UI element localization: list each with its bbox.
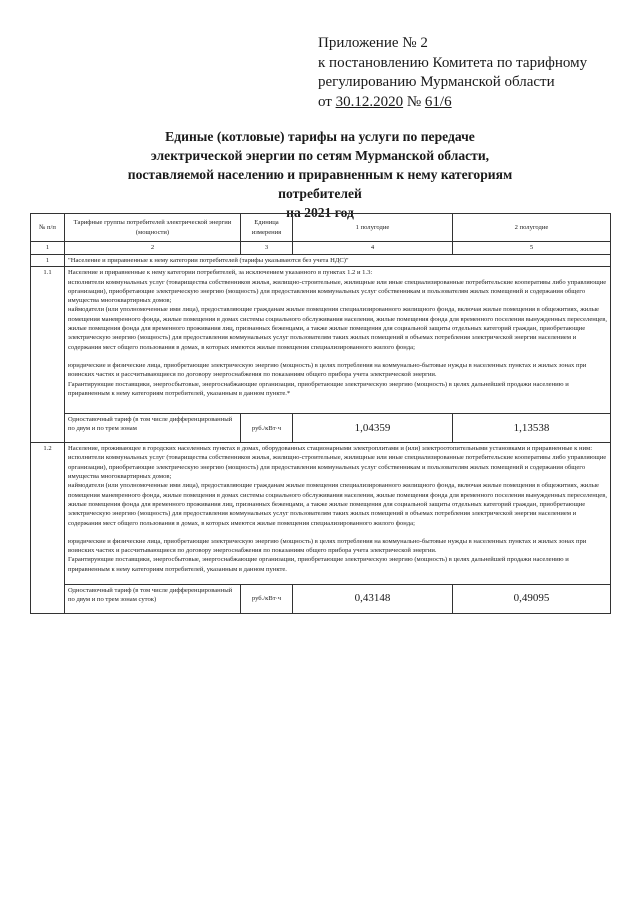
tariff-row: [31, 414, 611, 443]
row-intro: Население и приравненные к нему категории потребителей, за исключением указанного в пунктах 1.2 и 1.3:: [68, 269, 373, 277]
tariff-unit: руб./кВт·ч: [241, 585, 293, 614]
number-prefix: №: [403, 93, 425, 110]
resolution-date: 30.12.2020: [335, 93, 404, 110]
tariff-unit: руб./кВт·ч: [241, 414, 293, 443]
appendix-header: [318, 34, 618, 112]
header-group: Тарифные группы потребителей электрической энергии (мощности): [65, 214, 241, 242]
tariff-label: Одноставочный тариф (в том числе дифференцированный по двум и по трем зонам: [65, 414, 241, 443]
row-paragraph: наймодатели (или уполномоченные ими лица), предоставляющие гражданам жилые помещения специализированного жилищного фонда, включая жилые помещения в общежитиях, жилые помещения маневренного фонда, жилые помещения в домах системы социального обслуживания населения, жилые помещения фонда для временного поселения вынужденных переселенцев, жилые помещения фонда для временного проживания лиц, признанных беженцами, а также жилые помещения для социальной защиты отдельных категорий граждан, приобретающие электрическую энергию (мощность) для предоставления коммунальных услуг пользователям таких жилых помещений в объемах потребления электрической энергии населением и содержания мест общего пользования в домах, в которых имеются жилые помещения специализированного жилого фонда;: [68, 306, 607, 351]
row-description: [65, 443, 611, 585]
row-num: 1.2: [31, 443, 65, 614]
row-paragraph: наймодатели (или уполномоченные ими лица), предоставляющие гражданам жилые помещения специализированного жилищного фонда, включая жилые помещения в общежитиях, жилые помещения маневренного фонда, жилые помещения в домах системы социального обслуживания населения, жилые помещения фонда для временного поселения вынужденных переселенцев, жилые помещения фонда для временного проживания лиц, признанных беженцами, а также жилые помещения для социальной защиты отдельных категорий граждан, приобретающие электрическую энергию (мощность) для предоставления коммунальных услуг пользователям таких жилых помещений в объемах потребления электрической энергии населением и содержания мест общего пользования в домах, в которых имеются жилые помещения специализированного жилого фонда;: [68, 482, 607, 527]
section-row: [31, 255, 611, 267]
row-paragraph: исполнители коммунальных услуг (товарищества собственников жилья, жилищно-строительные, жилищные или иные специализированные потребительские кооперативы либо управляющие организации), приобретающие электрическую энергию (мощность) для предоставления коммунальных услуг собственникам и пользователям жилых помещений и содержания общего имущества многоквартирных домов;: [68, 454, 607, 481]
tariff-table: [30, 213, 611, 614]
header-unit: Единица измерения: [241, 214, 293, 242]
table-header-row: [31, 214, 611, 242]
appendix-line: к постановлению Комитета по тарифному: [318, 54, 588, 71]
appendix-line: регулированию Мурманской области: [318, 74, 555, 90]
title-line: Единые (котловые) тарифы на услуги по передаче: [165, 129, 475, 144]
resolution-number: 61/6: [424, 93, 452, 110]
tariff-value-half2: 0,49095: [453, 585, 611, 614]
column-number: 4: [293, 242, 453, 255]
column-number: 2: [65, 242, 241, 255]
tariff-value-half2: 1,13538: [453, 414, 611, 443]
column-number-row: [31, 242, 611, 255]
title-line: электрической энергии по сетям Мурманской области,: [150, 148, 490, 163]
row-paragraph: исполнители коммунальных услуг (товарищества собственников жилья, жилищно-строительные, жилищные или иные специализированные потребительские кооперативы либо управляющие организации), приобретающие электрическую энергию (мощность) для предоставления коммунальных услуг собственникам и пользователям жилых помещений и содержания общего имущества многоквартирных домов;: [68, 278, 607, 305]
row-paragraph: юридические и физические лица, приобретающие электрическую энергию (мощность) в целях потребления на коммунально-бытовые нужды в населенных пунктах и жилых зонах при воинских частях и рассчитывающиеся по договору энергоснабжения по показаниям общего прибора учета электрической энергии.: [68, 361, 587, 379]
tariff-label: Одноставочный тариф (в том числе дифференцированный по двум и по трем зонам суток): [65, 585, 241, 614]
appendix-date-line: [318, 93, 618, 113]
appendix-line: Приложение № 2: [318, 35, 428, 51]
column-number: 1: [31, 242, 65, 255]
tariff-value-half1: 0,43148: [293, 585, 453, 614]
header-half1: 1 полугодие: [293, 214, 453, 242]
title-line: на 2021 год: [286, 205, 354, 220]
header-half2: 2 полугодие: [453, 214, 611, 242]
tariff-value-half1: 1,04359: [293, 414, 453, 443]
row-paragraph: Гарантирующие поставщики, энергосбытовые, энергоснабжающие организации, приобретающие электрическую энергию (мощность) в целях дальнейшей продажи населению и приравненным к нему категориям потребителей, указанным в данном пункте.*: [68, 380, 569, 397]
table-row: [31, 267, 611, 414]
title-line: поставляемой населению и приравненным к нему категориям потребителей: [127, 167, 513, 201]
date-prefix: от: [318, 93, 336, 110]
section-title: "Население и приравненные к нему категории потребителей (тарифы указываются без учета НДС)": [65, 255, 611, 267]
row-intro: Население, проживающее в городских населенных пунктах в домах, оборудованных стационарными электроплитами и (или) электроотопительными установками и приравненные к ним:: [68, 445, 593, 453]
row-num: 1: [31, 255, 65, 267]
column-number: 5: [453, 242, 611, 255]
document-title: [100, 127, 540, 222]
table-row: [31, 443, 611, 585]
column-number: 3: [241, 242, 293, 255]
row-paragraph: Гарантирующие поставщики, энергосбытовые, энергоснабжающие организации, приобретающие электрическую энергию (мощность) в целях дальнейшей продажи населению и приравненным к нему категориям потребителей, указанным в данном пункте.: [68, 556, 569, 573]
row-num: 1.1: [31, 267, 65, 443]
tariff-row: [31, 585, 611, 614]
row-paragraph: юридические и физические лица, приобретающие электрическую энергию (мощность) в целях потребления на коммунально-бытовые нужды в населенных пунктах и жилых зонах при воинских частях и рассчитывающиеся по договору энергоснабжения по показаниям общего прибора учета электрической энергии.: [68, 537, 587, 555]
header-num: № п/п: [31, 214, 65, 242]
row-description: [65, 267, 611, 414]
